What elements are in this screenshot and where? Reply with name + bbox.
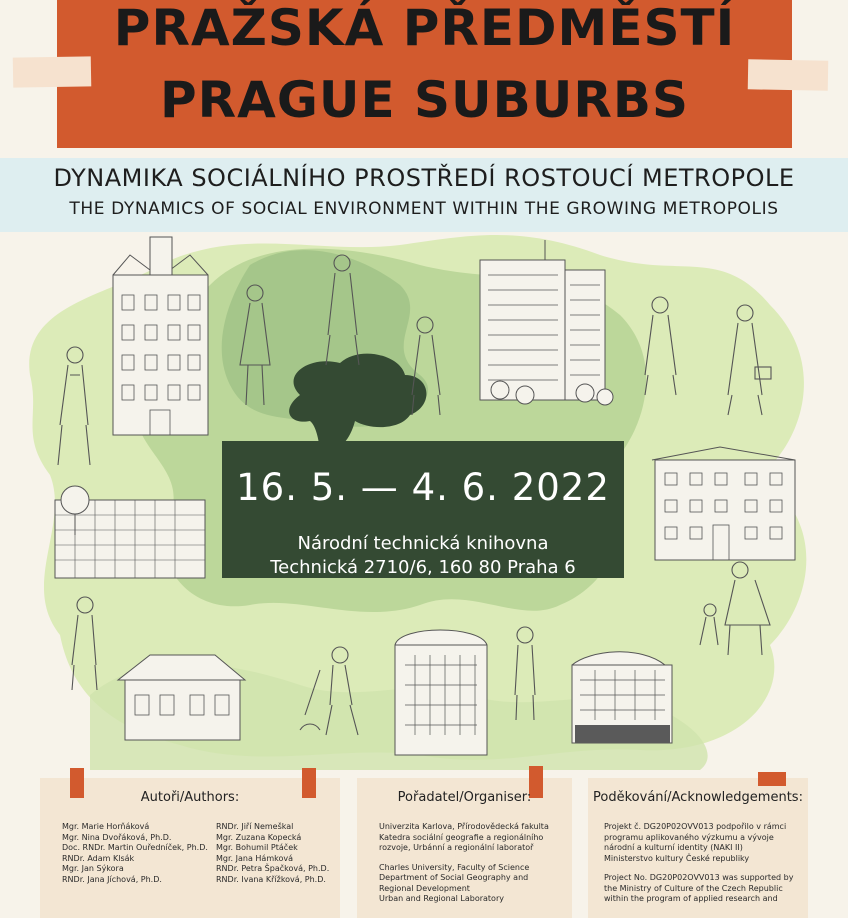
author-name: Mgr. Nina Dvořáková, Ph.D. [62, 832, 172, 842]
event-box [222, 441, 624, 578]
author-name: RNDr. Jiří Nemeškal [216, 822, 294, 831]
authors-card [40, 778, 340, 918]
art-nouveau-building-illustration [113, 237, 208, 435]
venue-address: Technická 2710/6, 160 80 Praha 6 [270, 557, 576, 578]
card-tab [758, 772, 786, 786]
person-man-briefcase [728, 305, 771, 415]
acknowledgement-line: the Ministry of Culture of the Czech Republic [604, 883, 783, 893]
organiser-line: Department of Social Geography and [379, 873, 529, 882]
authors-column-1 [62, 822, 208, 885]
person-dog-walker [300, 647, 358, 735]
author-name: RNDr. Adam Klsák [62, 853, 135, 863]
acknowledgement-line: programu aplikovaného výzkumu a vývoje [604, 832, 774, 842]
person-child [700, 604, 718, 645]
acknowledgement-line: národní a kulturní identity (NAKI II) [604, 843, 743, 852]
acknowledgement-line: Projekt č. DG20P02OVV013 podpořilo v rámci [604, 822, 787, 831]
organiser-line: Univerzita Karlova, Přírodovědecká fakulta [379, 822, 549, 831]
organiser-text [379, 822, 549, 905]
authors-column-2 [216, 822, 329, 885]
organiser-line: Regional Development [379, 883, 470, 893]
person-man-hat [326, 255, 359, 365]
person-woman-backpack [72, 597, 97, 690]
high-rise-building-illustration [480, 240, 613, 405]
person-woman-dress [240, 285, 270, 405]
apartment-block-illustration [652, 447, 795, 560]
person-boy-center [515, 627, 535, 720]
organiser-card [357, 778, 572, 918]
author-name: RNDr. Jana Jíchová, Ph.D. [62, 874, 162, 884]
person-woman-right [645, 297, 676, 395]
title-czech: PRAŽSKÁ PŘEDMĚSTÍ [113, 0, 736, 57]
townhouse-illustration [572, 652, 672, 743]
acknowledgements-text [604, 822, 793, 905]
person-center [412, 317, 440, 415]
author-name: RNDr. Petra Špačková, Ph.D. [216, 864, 330, 873]
venue-name: Národní technická knihovna [297, 533, 549, 554]
tenement-illustration [395, 630, 487, 755]
subtitle-czech: DYNAMIKA SOCIÁLNÍHO PROSTŘEDÍ ROSTOUCÍ METROPOLE [53, 164, 795, 192]
author-name: RNDr. Ivana Křížková, Ph.D. [216, 874, 326, 884]
organiser-line: Charles University, Faculty of Science [379, 862, 530, 872]
person-woman-left [58, 347, 90, 465]
title-english: PRAGUE SUBURBS [160, 71, 689, 129]
author-name: Mgr. Jan Sýkora [62, 864, 124, 873]
villa-illustration [118, 655, 245, 740]
event-dates: 16. 5. — 4. 6. 2022 [236, 466, 610, 509]
acknowledgement-line: Project No. DG20P02OVV013 was supported by [604, 873, 794, 882]
author-name: Mgr. Marie Horňáková [62, 822, 150, 831]
acknowledgement-line: Ministerstvo kultury České republiky [604, 853, 750, 863]
subtitle-english: THE DYNAMICS OF SOCIAL ENVIRONMENT WITHIN THE GROWING METROPOLIS [69, 199, 779, 219]
acknowledgement-line: within the program of applied research and [604, 894, 778, 903]
author-name: Mgr. Jana Hámková [216, 853, 293, 863]
person-woman-pointing [725, 562, 770, 655]
organiser-heading: Pořadatel/Organiser: [397, 790, 532, 805]
author-name: Mgr. Zuzana Kopecká [216, 832, 302, 842]
acknowledgements-card [588, 778, 808, 918]
acknowledgements-heading: Poděkování/Acknowledgements: [593, 790, 803, 805]
organiser-line: Katedra sociální geografie a regionálního [379, 832, 544, 842]
author-name: Doc. RNDr. Martin Ouředníček, Ph.D. [62, 843, 208, 852]
organiser-line: rozvoje, Urbánní a regionální laboratoř [379, 843, 534, 852]
authors-heading: Autoři/Authors: [140, 790, 240, 805]
organiser-line: Urban and Regional Laboratory [379, 894, 504, 903]
author-name: Mgr. Bohumil Ptáček [216, 843, 298, 852]
